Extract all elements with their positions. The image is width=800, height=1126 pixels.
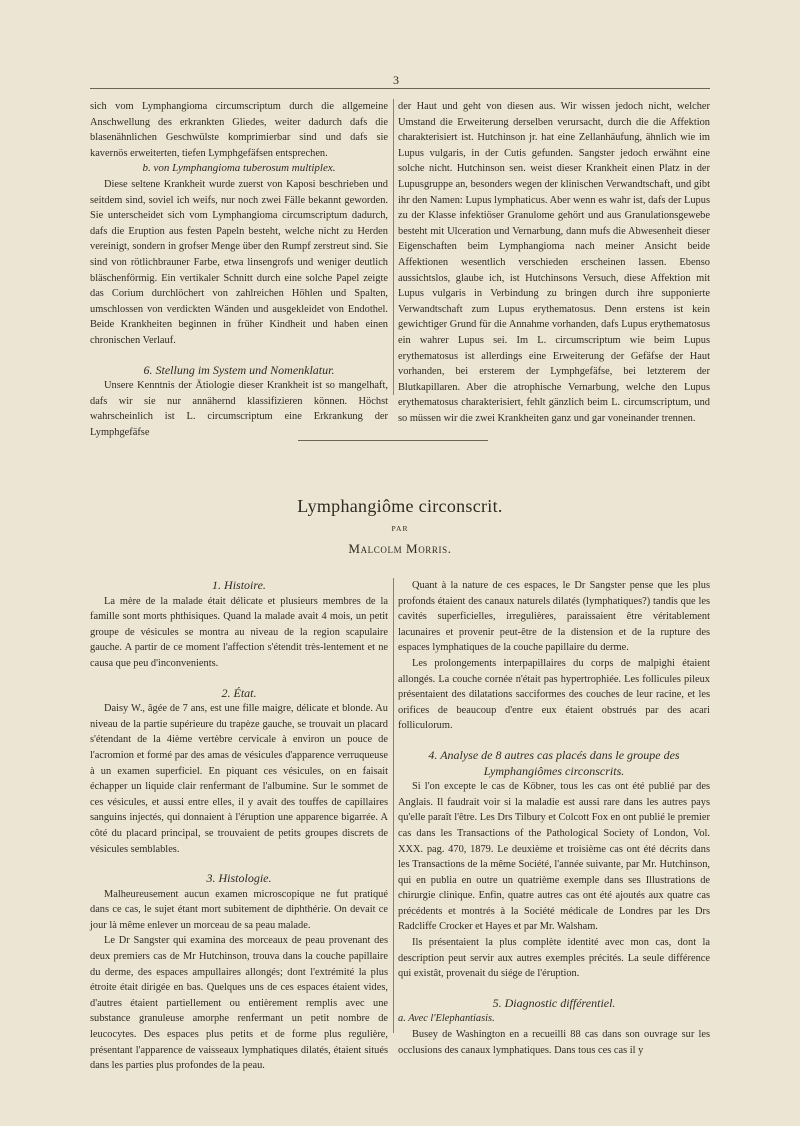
french-right-column: [398, 578, 710, 1058]
german-left-paragraph-1: sich vom Lymphangioma circumscriptum durch die allgemeine Anschwellung des erkrankten Gliedes, weiter dadurch dafs die blasenähnlichen Geschwülste komprimierbar sind und dafs sie kavernös erweiterten, tiefen Lymphgefäfsen entsprechen.: [90, 101, 388, 159]
french-right-paragraph-1: Quant à la nature de ces espaces, le Dr Sangster pense que les plus profonds étaient des canaux naturels dilatés (lymphatiques?) tandis que les cavités superficielles, irregulières, paraissaient être véritablement lacunaires et provenir peut-être de la distension et de la rupture des espaces lymphatiques de la couche papillaire du derme.: [398, 580, 710, 654]
german-heading-6: 6. Stellung im System und Nomenklatur.: [143, 362, 335, 377]
article-byline-par: PAR: [391, 524, 409, 533]
french-right-paragraph-5: Busey de Washington en a recueilli 88 cas dans son ouvrage sur les occlusions des canaux lymphatiques. Dans tous ces cas il y: [398, 1029, 710, 1056]
page-number: 3: [393, 73, 399, 87]
column-divider-top: [393, 99, 394, 395]
column-divider-bottom: [393, 578, 394, 1033]
french-heading-2: 2. État.: [221, 685, 257, 700]
german-right-paragraph-1: der Haut und geht von diesen aus. Wir wissen jedoch nicht, welcher Umstand die Erweiterung derselben verursacht, durch die die Affektion charakterisiert ist. Hutchinson jr. hat eine Zellanhäufung, ähnlich wie im Lupus vulgaris, in der Cutis gefunden. Sangster jedoch erwähnt eine solche nicht. Hutchinson sen. weist dieser Krankheit einen Platz in der Lupusgruppe an, besonders wegen der klinischen Verwandtschaft, und gibt ihr den Namen: Lupus lymphaticus. Aber wenn es wahr ist, dafs der Lupus zu der Klasse infektiöser Granulome gehört und aus Granulationsgewebe besteht mit Ulceration und Vernarbung, dann mufs die Abwesenheit dieser Eigenschaften beim Lymphangioma nach meiner Ansicht beide Affektionen wesentlich verschieden erscheinen lassen. Ebenso aussichtslos, glaube ich, ist Hutchinsons Versuch, diese Affektion mit Lupus vulgaris in Verbindung zu bringen durch ihre supponierte Verwandtschaft zum Lupus erythematosus. Denn erstens ist kein gewichtiger Grund für die Annahme vorhanden, dafs Lupus erythematosus ein wahrer Lupus sei. Im L. circumscriptum wie beim Lupus erythematosus ist allerdings eine Erweiterung der Gefäfse der Haut vorhanden, bei ersterem der Lymphgefäfse, bei letzterem der Blutkapillaren. Aber die atrophische Vernarbung, welche den Lupus erythematosus charakterisiert, fehlt gänzlich beim L. circumscriptum, und so müssen wir die zwei Krankheiten ganz und gar voneinander trennen.: [398, 101, 710, 424]
german-right-column: [398, 99, 710, 426]
german-subheading-b: b. von Lymphangioma tuberosum multiplex.: [142, 162, 336, 175]
french-left-column: [90, 578, 388, 1074]
french-left-paragraph-3: Malheureusement aucun examen microscopique ne fut pratiqué dans ce cas, le sujet étant mort subitement de diphthérie. On devait ce jour là même enlever un morceau de sa peau malade.: [90, 888, 388, 931]
french-left-paragraph-4: Le Dr Sangster qui examina des morceaux de peau provenant des deux premiers cas de Mr Hutchinson, trouva dans la couche papillaire du derme, des espaces ampullaires allongés; dont l'extrémité la plus étroite était dirigée en bas. Quelques uns de ces espaces étaient vides, d'autres étaient partiellement ou entièrement remplis avec une substance granuleuse amorphe renfermant un petit nombre de leucocytes. Des espaces plus petits et de forme plus regulière, présentant l'apparence de vaisseaux lymphatiques dilatés, étaient situés dans les parties plus profondes de la peau.: [90, 935, 388, 1072]
article-title: Lymphangiôme circonscrit.: [297, 496, 503, 516]
section-divider-rule: [298, 440, 488, 441]
german-left-column: [90, 99, 388, 440]
french-right-paragraph-3: Si l'on excepte le cas de Köbner, tous les cas ont été publié par des Anglais. Il faudrait voir si la maladie est aussi rare dans les autres pays qu'elle paraît l'être. Les Drs Tilbury et Colcott Fox en ont publié le premier cas dans les Transactions of the Pathological Society of London, Vol. XXX. pag. 470, 1879. Le deuxième et troisième cas ont été décrits dans les Transactions de la même Société, l'année suivante, par Mr. Hutchinson, qui en publia en outre un quatrième exemple dans ses Illustrations de chirurgie clinique. Enfin, quatre autres cas ont été ajoutés aux quatre cas précédents et montrés à la Société médicale de Londres par les Drs Radcliffe Crocker et Hayes et par Mr. Walsham.: [398, 781, 710, 933]
header-rule: [90, 88, 710, 89]
french-heading-5: 5. Diagnostic différentiel.: [492, 995, 616, 1010]
french-subheading-a: a. Avec l'Elephantiasis.: [398, 1013, 495, 1025]
french-heading-4: 4. Analyse de 8 autres cas placés dans le groupe des Lymphangiômes circonscrits.: [428, 747, 680, 778]
french-right-paragraph-4: Ils présentaient la plus complète identité avec mon cas, dont la description peut servir aux autres exemples précités. La seule différence qui existât, provenait du siége de l'éruption.: [398, 937, 710, 980]
german-left-paragraph-2: Diese seltene Krankheit wurde zuerst von Kaposi beschrieben und seitdem sind, soviel ich weifs, nur noch zwei Fälle bekannt geworden. Sie unterscheidet sich vom Lymphangioma circumscriptum dadurch, dafs die Eruption aus festen Papeln besteht, welche nicht zu Herden vereinigt, sondern in grofser Menge über den Rumpf zerstreut sind. Sie sind von rötlichbrauner Farbe, etwa linsengrofs und weniger deutlich bläschenförmig. Ein vertikaler Schnitt durch eine solche Papel zeigte das Corium durchlöchert von zahlreichen Höhlen und Spalten, umschlossen von verdickten Wänden und ausgekleidet von Endothel. Beide Krankheiten beginnen in früher Kindheit und haben einen chronischen Verlauf.: [90, 178, 388, 346]
article-author: Malcolm Morris.: [348, 541, 452, 556]
french-heading-1: 1. Histoire.: [212, 578, 266, 592]
french-left-paragraph-1: La mère de la malade était délicate et plusieurs membres de la famille sont morts phthisiques. Quand la malade avait 4 mois, un petit groupe de vésicules se montra au niveau de la region scapulaire gauche. A partir de ce moment l'affection s'étendit très-lentement et ne causa que peu d'inconvenients.: [90, 595, 388, 669]
french-right-paragraph-2: Les prolongements interpapillaires du corps de malpighi étaient allongés. La couche cornée n'était pas hypertrophiée. Les follicules pileux présentaient des dilatations sacciformes des couches de leur racine, et les orifices de beaucoup d'entre eux étaient obstrués par des acari folliculorum.: [398, 657, 710, 732]
german-left-paragraph-3: Unsere Kenntnis der Ätiologie dieser Krankheit ist so mangelhaft, dafs wir sie nur annähernd klassifizieren können. Höchst wahrscheinlich ist L. circumscriptum eine Erkrankung der Lymphgefäfse: [90, 380, 388, 438]
french-left-paragraph-2: Daisy W., âgée de 7 ans, est une fille maigre, délicate et blonde. Au niveau de la partie supérieure du trapèze gauche, se trouvait un placard s'étendant de la 4ième vertèbre cervicale à environ un pouce de l'acromion et formé par des amas de vésicules d'apparence verruqueuse à un examen superficiel. En piquant ces vésicules, on en faisait échapper un liquide clair renfermant de l'albumine. Sur le sommet de ces vésicules, et aussi entre elles, il y avait des touffes de capillaires sanguins injectés, qui donnaient à l'éruption une apparence bigarrée. A côté du placard principal, se trouvaient de petits groupes discrets de vésicules semblables.: [90, 703, 388, 855]
french-heading-3: 3. Histologie.: [206, 871, 272, 886]
